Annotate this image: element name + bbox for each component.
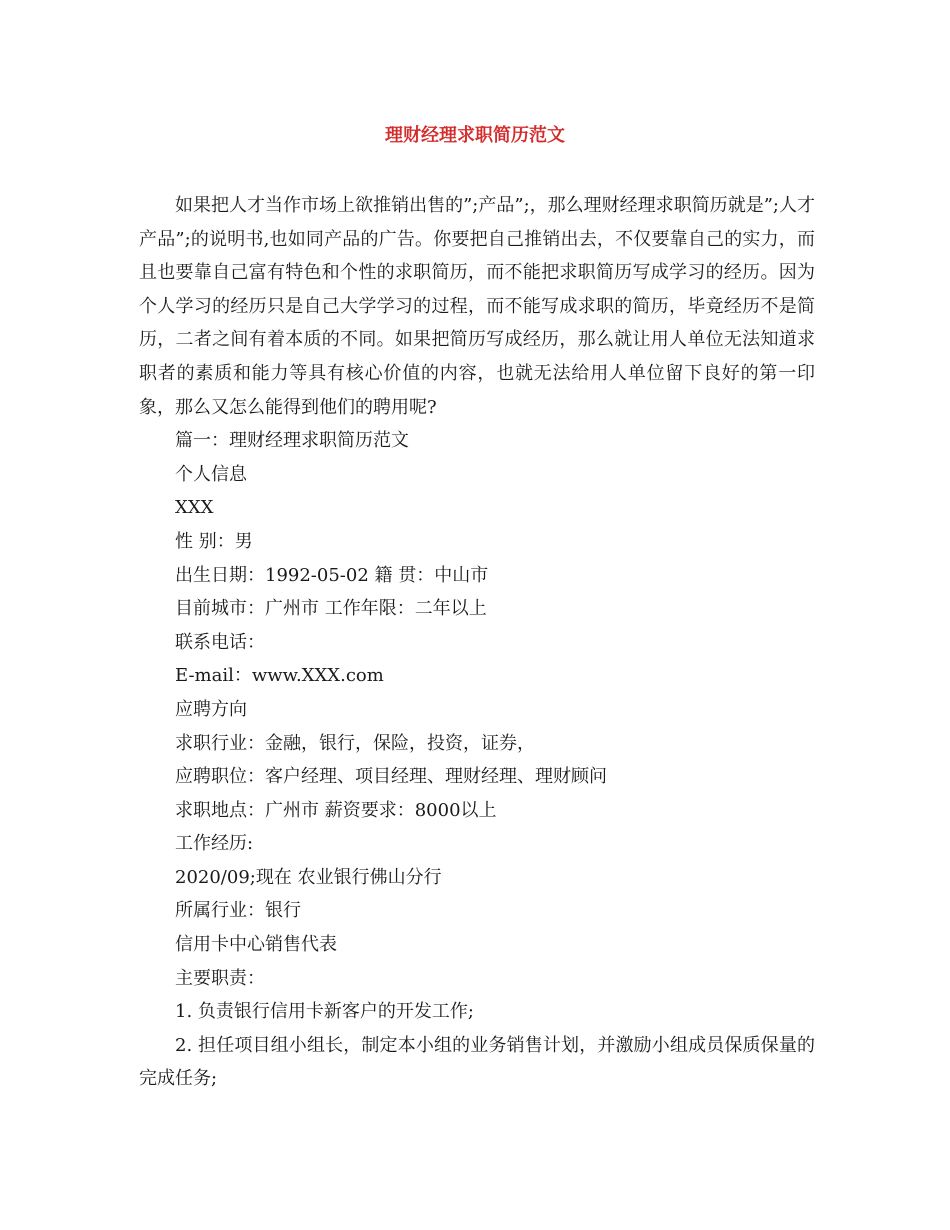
section-heading-part-one: 篇一：理财经理求职简历范文 [175, 430, 409, 452]
work-experience-heading: 工作经历: [175, 833, 254, 855]
personal-info-heading: 个人信息 [175, 463, 247, 485]
document-body [139, 189, 815, 1096]
duties-heading: 主要职责： [175, 967, 265, 989]
intro-paragraph: 如果把人才当作市场上欲推销出售的”;产品”;，那么理财经理求职简历就是”;人才产品”;的说明书,也如同产品的广告。你要把自己推销出去，不仅要靠自己的实力，而且也要靠自己富有特色和个性的求职简历，而不能把求职简历写成学习的经历。因为个人学习的经历只是自己大学学习的过程，而不能写成求职的简历，毕竟经历不是简历，二者之间有着本质的不同。如果把简历写成经历，那么就让用人单位无法知道求职者的素质和能力等具有核心价值的内容，也就无法给用人单位留下良好的第一印象，那么又怎么能得到他们的聘用呢? [139, 195, 815, 418]
target-industry-line: 求职行业：金融，银行，保险，投资，证券， [175, 732, 535, 754]
job-title-line: 信用卡中心销售代表 [175, 934, 337, 956]
current-city-line: 目前城市：广州市 工作年限：二年以上 [175, 598, 487, 620]
email-line: E-mail：www.XXX.com [175, 665, 384, 687]
job-period-line: 2020/09;现在 农业银行佛山分行 [175, 866, 442, 888]
gender-line: 性 别：男 [175, 530, 253, 552]
birth-date-line: 出生日期：1992-05-02 籍 贯：中山市 [175, 564, 489, 586]
duty-item-2: 2. 担任项目组小组长，制定本小组的业务销售计划，并激励小组成员保质保量的完成任务; [139, 1034, 815, 1090]
industry-line: 所属行业：银行 [175, 900, 301, 922]
phone-line: 联系电话： [175, 631, 265, 653]
target-position-line: 应聘职位：客户经理、项目经理、理财经理、理财顾问 [175, 766, 607, 788]
target-location-line: 求职地点：广州市 薪资要求：8000以上 [175, 799, 497, 821]
document-title: 理财经理求职简历范文 [385, 125, 565, 146]
candidate-name: XXX [175, 497, 214, 519]
duty-item-1: 1. 负责银行信用卡新客户的开发工作; [175, 1001, 474, 1023]
job-direction-heading: 应聘方向 [175, 698, 247, 720]
